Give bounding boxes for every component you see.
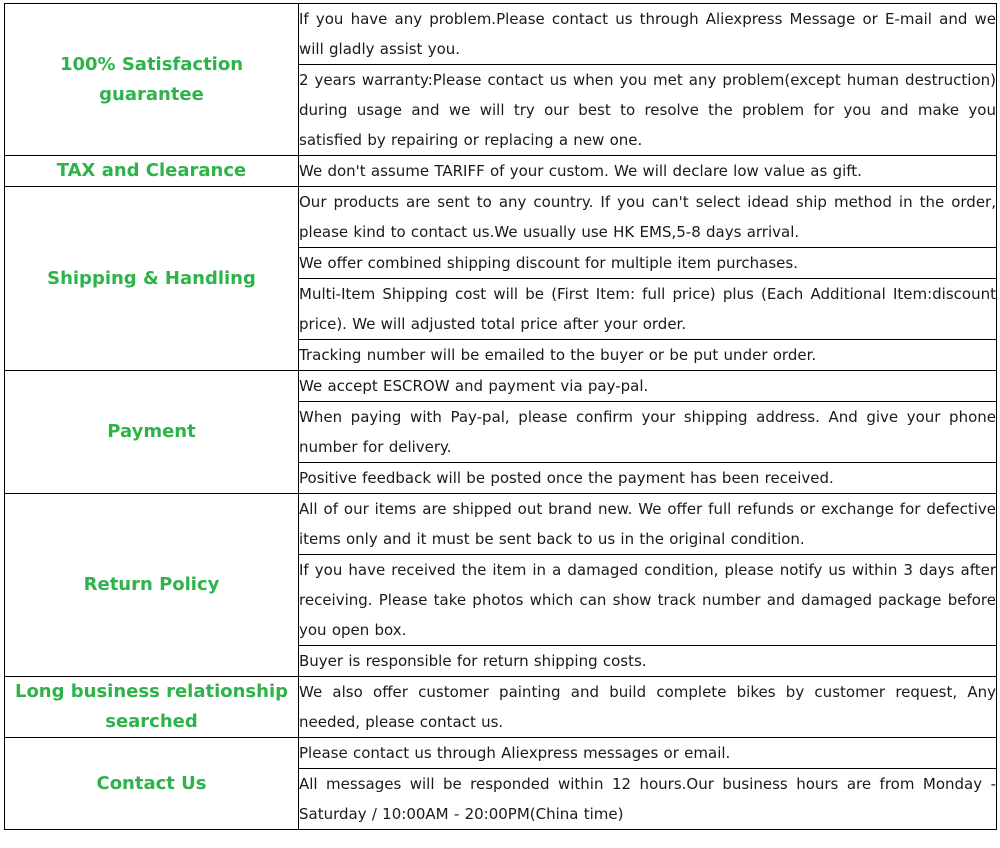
- table-row: [5, 156, 997, 187]
- section-text: We also offer customer painting and build complete bikes by customer request, Any needed, please contact us.: [299, 677, 997, 738]
- section-title-shipping-handling: Shipping & Handling: [5, 187, 299, 371]
- section-title-tax-clearance: TAX and Clearance: [5, 156, 299, 187]
- table-row: [5, 371, 997, 402]
- section-text: If you have received the item in a damaged condition, please notify us within 3 days after receiving. Please take photos which can show track number and damaged package before you open box.: [299, 555, 997, 646]
- table-row: [5, 677, 997, 738]
- section-text: We don't assume TARIFF of your custom. We will declare low value as gift.: [299, 156, 997, 187]
- section-text: Multi-Item Shipping cost will be (First Item: full price) plus (Each Additional Item:discount price). We will adjusted total price after your order.: [299, 279, 997, 340]
- table-row: [5, 187, 997, 248]
- section-title-contact-us: Contact Us: [5, 738, 299, 830]
- section-text: Our products are sent to any country. If you can't select idead ship method in the order, please kind to contact us.We usually use HK EMS,5-8 days arrival.: [299, 187, 997, 248]
- table-row: [5, 494, 997, 555]
- section-text: If you have any problem.Please contact us through Aliexpress Message or E-mail and we will gladly assist you.: [299, 4, 997, 65]
- section-title-return-policy: Return Policy: [5, 494, 299, 677]
- section-text: Tracking number will be emailed to the buyer or be put under order.: [299, 340, 997, 371]
- section-text: Positive feedback will be posted once the payment has been received.: [299, 463, 997, 494]
- section-title-long-business-relationship: Long business relationship searched: [5, 677, 299, 738]
- section-title-satisfaction-guarantee: 100% Satisfaction guarantee: [5, 4, 299, 156]
- section-text: Buyer is responsible for return shipping costs.: [299, 646, 997, 677]
- table-row: [5, 4, 997, 65]
- section-text: All of our items are shipped out brand new. We offer full refunds or exchange for defective items only and it must be sent back to us in the original condition.: [299, 494, 997, 555]
- section-text: 2 years warranty:Please contact us when you met any problem(except human destruction) during usage and we will try our best to resolve the problem for you and make you satisfied by repairing or replacing a new one.: [299, 65, 997, 156]
- section-text: We offer combined shipping discount for multiple item purchases.: [299, 248, 997, 279]
- table-row: [5, 738, 997, 769]
- section-title-payment: Payment: [5, 371, 299, 494]
- section-text: When paying with Pay-pal, please confirm your shipping address. And give your phone number for delivery.: [299, 402, 997, 463]
- section-text: All messages will be responded within 12 hours.Our business hours are from Monday - Saturday / 10:00AM - 20:00PM(China time): [299, 769, 997, 830]
- section-text: We accept ESCROW and payment via pay-pal.: [299, 371, 997, 402]
- section-text: Please contact us through Aliexpress messages or email.: [299, 738, 997, 769]
- policy-table: [4, 3, 997, 830]
- policy-table-body: [5, 4, 997, 830]
